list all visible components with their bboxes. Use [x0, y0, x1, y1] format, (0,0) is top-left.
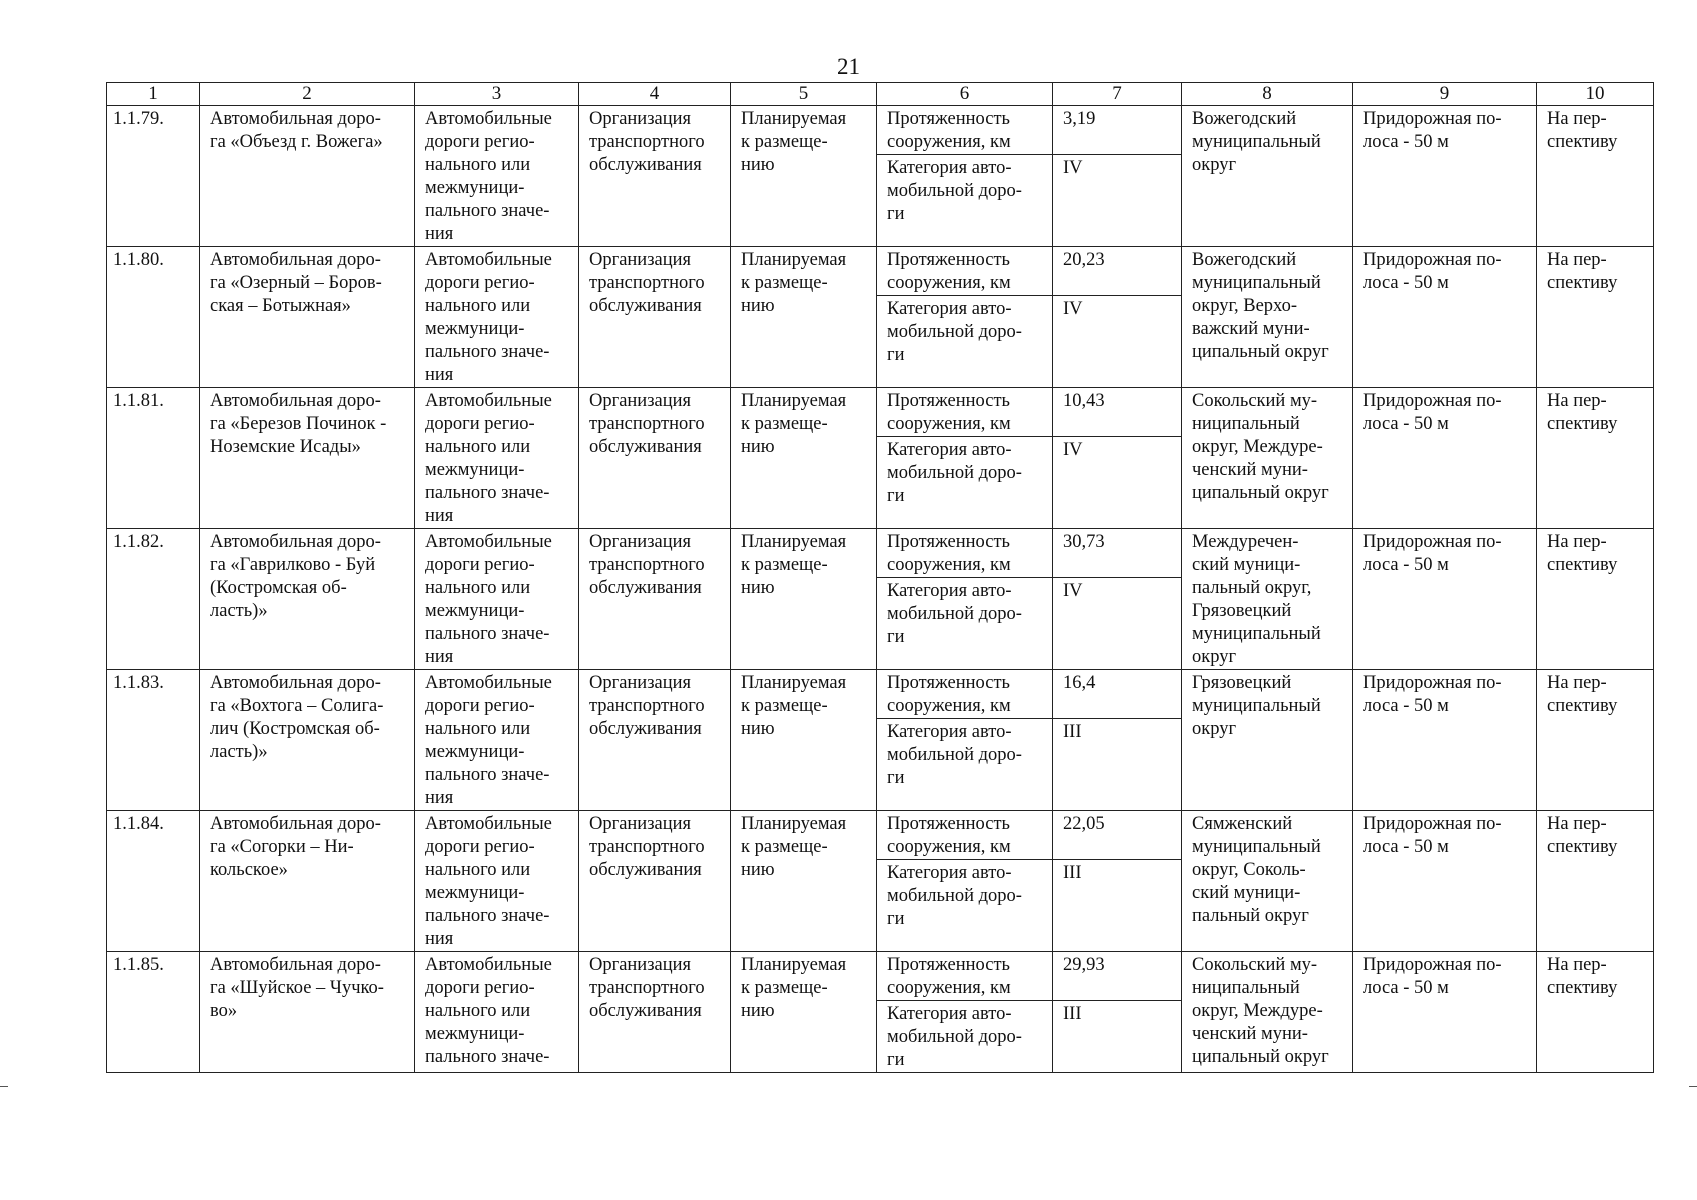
stage-cell — [1537, 106, 1654, 247]
row-number-cell — [107, 247, 200, 388]
zone-cell — [1353, 670, 1537, 811]
status-cell-text: Планируемая к размеще- нию — [741, 814, 847, 880]
object-name-cell — [200, 529, 415, 670]
stage-cell-text: На пер- спективу — [1547, 673, 1618, 716]
purpose-cell — [579, 388, 731, 529]
zone-cell-text: Придорожная по- лоса - 50 м — [1363, 532, 1502, 575]
characteristic-value-cell — [1053, 578, 1182, 670]
location-cell-text: Сокольский му- ниципальный округ, Междуре- ченский муни- ципальный округ — [1192, 391, 1329, 503]
purpose-cell-text: Организация транспортного обслуживания — [589, 673, 705, 739]
object-type-cell — [415, 529, 579, 670]
location-cell — [1182, 247, 1353, 388]
stage-cell — [1537, 670, 1654, 811]
characteristic-value-cell-text: III — [1063, 1004, 1082, 1024]
row-number-cell — [107, 106, 200, 247]
status-cell — [731, 811, 877, 952]
status-cell — [731, 952, 877, 1073]
column-header: 2 — [200, 83, 415, 106]
characteristic-value-cell — [1053, 437, 1182, 529]
zone-cell — [1353, 247, 1537, 388]
row-number-cell-text: 1.1.83. — [113, 673, 164, 693]
object-name-cell — [200, 952, 415, 1073]
table-row — [107, 529, 1654, 578]
characteristic-label-cell-text: Категория авто- мобильной доро- ги — [887, 581, 1022, 647]
margin-mark — [1689, 1086, 1697, 1087]
stage-cell-text: На пер- спективу — [1547, 955, 1618, 998]
characteristic-label-cell-text: Протяженность сооружения, км — [887, 955, 1011, 998]
purpose-cell-text: Организация транспортного обслуживания — [589, 955, 705, 1021]
location-cell — [1182, 106, 1353, 247]
roads-registry-table — [106, 82, 1654, 1073]
zone-cell — [1353, 388, 1537, 529]
object-name-cell-text: Автомобильная доро- га «Березов Починок - Ноземские Исады» — [210, 391, 387, 457]
characteristic-label-cell — [877, 719, 1053, 811]
purpose-cell — [579, 811, 731, 952]
characteristic-label-cell — [877, 296, 1053, 388]
zone-cell — [1353, 106, 1537, 247]
location-cell — [1182, 670, 1353, 811]
characteristic-value-cell — [1053, 860, 1182, 952]
location-cell-text: Сокольский му- ниципальный округ, Междуре- ченский муни- ципальный округ — [1192, 955, 1329, 1067]
characteristic-value-cell-text: IV — [1063, 158, 1083, 178]
purpose-cell — [579, 247, 731, 388]
location-cell — [1182, 952, 1353, 1073]
object-name-cell — [200, 388, 415, 529]
characteristic-value-cell-text: 20,23 — [1063, 250, 1105, 270]
object-name-cell-text: Автомобильная доро- га «Объезд г. Вожега» — [210, 109, 383, 152]
row-number-cell — [107, 670, 200, 811]
characteristic-value-cell — [1053, 1001, 1182, 1073]
status-cell — [731, 247, 877, 388]
row-number-cell — [107, 529, 200, 670]
row-number-cell — [107, 388, 200, 529]
zone-cell — [1353, 952, 1537, 1073]
characteristic-label-cell — [877, 578, 1053, 670]
row-number-cell — [107, 952, 200, 1073]
stage-cell — [1537, 247, 1654, 388]
object-name-cell-text: Автомобильная доро- га «Гаврилково - Буй (Костромская об- ласть)» — [210, 532, 381, 621]
zone-cell-text: Придорожная по- лоса - 50 м — [1363, 391, 1502, 434]
characteristic-label-cell — [877, 155, 1053, 247]
purpose-cell — [579, 952, 731, 1073]
purpose-cell — [579, 670, 731, 811]
characteristic-value-cell — [1053, 155, 1182, 247]
characteristic-value-cell-text: IV — [1063, 440, 1083, 460]
stage-cell-text: На пер- спективу — [1547, 391, 1618, 434]
location-cell-text: Грязовецкий муниципальный округ — [1192, 673, 1321, 739]
object-name-cell-text: Автомобильная доро- га «Согорки – Ни- кольское» — [210, 814, 381, 880]
purpose-cell-text: Организация транспортного обслуживания — [589, 109, 705, 175]
object-type-cell-text: Автомобильные дороги регио- нального или межмуници- пального значе- ния — [425, 391, 552, 526]
object-type-cell-text: Автомобильные дороги регио- нального или межмуници- пального значе- ния — [425, 673, 552, 808]
location-cell — [1182, 529, 1353, 670]
column-header: 1 — [107, 83, 200, 106]
characteristic-value-cell-text: IV — [1063, 299, 1083, 319]
object-name-cell — [200, 106, 415, 247]
characteristic-value-cell — [1053, 296, 1182, 388]
characteristic-label-cell-text: Протяженность сооружения, км — [887, 814, 1011, 857]
characteristic-label-cell — [877, 247, 1053, 296]
characteristic-value-cell-text: 3,19 — [1063, 109, 1096, 129]
purpose-cell-text: Организация транспортного обслуживания — [589, 391, 705, 457]
table-row — [107, 247, 1654, 296]
table-body — [107, 106, 1654, 1073]
status-cell — [731, 670, 877, 811]
location-cell-text: Междуречен- ский муници- пальный округ, Грязовецкий муниципальный округ — [1192, 532, 1321, 667]
row-number-cell-text: 1.1.79. — [113, 109, 164, 129]
location-cell — [1182, 811, 1353, 952]
object-name-cell — [200, 247, 415, 388]
characteristic-value-cell-text: IV — [1063, 581, 1083, 601]
characteristic-value-cell — [1053, 811, 1182, 860]
row-number-cell-text: 1.1.82. — [113, 532, 164, 552]
characteristic-label-cell-text: Категория авто- мобильной доро- ги — [887, 158, 1022, 224]
status-cell-text: Планируемая к размеще- нию — [741, 532, 847, 598]
purpose-cell — [579, 106, 731, 247]
characteristic-value-cell — [1053, 952, 1182, 1001]
margin-mark — [0, 1086, 8, 1087]
zone-cell-text: Придорожная по- лоса - 50 м — [1363, 673, 1502, 716]
characteristic-value-cell — [1053, 388, 1182, 437]
characteristic-label-cell-text: Протяженность сооружения, км — [887, 673, 1011, 716]
characteristic-label-cell — [877, 1001, 1053, 1073]
table-row — [107, 670, 1654, 719]
stage-cell-text: На пер- спективу — [1547, 250, 1618, 293]
object-type-cell-text: Автомобильные дороги регио- нального или межмуници- пального значе- ния — [425, 532, 552, 667]
zone-cell-text: Придорожная по- лоса - 50 м — [1363, 109, 1502, 152]
object-type-cell-text: Автомобильные дороги регио- нального или межмуници- пального значе- — [425, 955, 552, 1067]
characteristic-label-cell — [877, 106, 1053, 155]
status-cell-text: Планируемая к размеще- нию — [741, 391, 847, 457]
characteristic-label-cell — [877, 388, 1053, 437]
purpose-cell-text: Организация транспортного обслуживания — [589, 814, 705, 880]
object-type-cell — [415, 952, 579, 1073]
zone-cell — [1353, 529, 1537, 670]
row-number-cell-text: 1.1.84. — [113, 814, 164, 834]
zone-cell — [1353, 811, 1537, 952]
characteristic-label-cell-text: Протяженность сооружения, км — [887, 109, 1011, 152]
status-cell — [731, 106, 877, 247]
object-type-cell-text: Автомобильные дороги регио- нального или межмуници- пального значе- ния — [425, 109, 552, 244]
column-header: 4 — [579, 83, 731, 106]
object-name-cell-text: Автомобильная доро- га «Вохтога – Солига- лич (Костромская об- ласть)» — [210, 673, 384, 762]
status-cell-text: Планируемая к размеще- нию — [741, 955, 847, 1021]
characteristic-value-cell-text: 16,4 — [1063, 673, 1096, 693]
object-type-cell-text: Автомобильные дороги регио- нального или межмуници- пального значе- ния — [425, 814, 552, 949]
location-cell-text: Вожегодский муниципальный округ — [1192, 109, 1321, 175]
characteristic-label-cell-text: Протяженность сооружения, км — [887, 250, 1011, 293]
location-cell-text: Сямженский муниципальный округ, Соколь- ский муници- пальный округ — [1192, 814, 1321, 926]
object-name-cell — [200, 670, 415, 811]
stage-cell — [1537, 811, 1654, 952]
status-cell-text: Планируемая к размеще- нию — [741, 673, 847, 739]
characteristic-value-cell — [1053, 529, 1182, 578]
row-number-cell — [107, 811, 200, 952]
characteristic-label-cell-text: Категория авто- мобильной доро- ги — [887, 863, 1022, 929]
object-type-cell — [415, 247, 579, 388]
characteristic-label-cell — [877, 437, 1053, 529]
location-cell — [1182, 388, 1353, 529]
characteristic-label-cell-text: Протяженность сооружения, км — [887, 532, 1011, 575]
characteristic-value-cell-text: 10,43 — [1063, 391, 1105, 411]
column-number-row — [107, 83, 1654, 106]
object-type-cell-text: Автомобильные дороги регио- нального или межмуници- пального значе- ния — [425, 250, 552, 385]
table-row — [107, 106, 1654, 155]
object-name-cell — [200, 811, 415, 952]
purpose-cell-text: Организация транспортного обслуживания — [589, 250, 705, 316]
column-header: 9 — [1353, 83, 1537, 106]
column-header: 10 — [1537, 83, 1654, 106]
status-cell — [731, 529, 877, 670]
stage-cell-text: На пер- спективу — [1547, 532, 1618, 575]
row-number-cell-text: 1.1.81. — [113, 391, 164, 411]
table-row — [107, 952, 1654, 1001]
object-type-cell — [415, 388, 579, 529]
row-number-cell-text: 1.1.85. — [113, 955, 164, 975]
stage-cell — [1537, 388, 1654, 529]
status-cell-text: Планируемая к размеще- нию — [741, 109, 847, 175]
object-type-cell — [415, 811, 579, 952]
stage-cell — [1537, 529, 1654, 670]
purpose-cell-text: Организация транспортного обслуживания — [589, 532, 705, 598]
object-name-cell-text: Автомобильная доро- га «Озерный – Боров- ская – Ботыжная» — [210, 250, 382, 316]
characteristic-label-cell — [877, 860, 1053, 952]
stage-cell — [1537, 952, 1654, 1073]
zone-cell-text: Придорожная по- лоса - 50 м — [1363, 814, 1502, 857]
column-header: 8 — [1182, 83, 1353, 106]
characteristic-value-cell — [1053, 670, 1182, 719]
characteristic-value-cell — [1053, 106, 1182, 155]
characteristic-value-cell-text: 29,93 — [1063, 955, 1105, 975]
characteristic-label-cell-text: Категория авто- мобильной доро- ги — [887, 1004, 1022, 1070]
stage-cell-text: На пер- спективу — [1547, 109, 1618, 152]
characteristic-label-cell-text: Категория авто- мобильной доро- ги — [887, 722, 1022, 788]
purpose-cell — [579, 529, 731, 670]
characteristic-label-cell-text: Категория авто- мобильной доро- ги — [887, 299, 1022, 365]
status-cell — [731, 388, 877, 529]
column-header: 7 — [1053, 83, 1182, 106]
characteristic-value-cell-text: 30,73 — [1063, 532, 1105, 552]
characteristic-value-cell-text: III — [1063, 863, 1082, 883]
page-number: 21 — [837, 54, 860, 79]
column-header: 3 — [415, 83, 579, 106]
column-header: 6 — [877, 83, 1053, 106]
object-type-cell — [415, 670, 579, 811]
status-cell-text: Планируемая к размеще- нию — [741, 250, 847, 316]
zone-cell-text: Придорожная по- лоса - 50 м — [1363, 250, 1502, 293]
characteristic-value-cell — [1053, 719, 1182, 811]
characteristic-value-cell — [1053, 247, 1182, 296]
characteristic-label-cell-text: Категория авто- мобильной доро- ги — [887, 440, 1022, 506]
characteristic-value-cell-text: 22,05 — [1063, 814, 1105, 834]
characteristic-label-cell — [877, 670, 1053, 719]
location-cell-text: Вожегодский муниципальный округ, Верхо- важский муни- ципальный округ — [1192, 250, 1329, 362]
object-name-cell-text: Автомобильная доро- га «Шуйское – Чучко- во» — [210, 955, 384, 1021]
characteristic-label-cell — [877, 952, 1053, 1001]
stage-cell-text: На пер- спективу — [1547, 814, 1618, 857]
characteristic-value-cell-text: III — [1063, 722, 1082, 742]
column-header: 5 — [731, 83, 877, 106]
zone-cell-text: Придорожная по- лоса - 50 м — [1363, 955, 1502, 998]
table-row — [107, 811, 1654, 860]
characteristic-label-cell — [877, 811, 1053, 860]
characteristic-label-cell — [877, 529, 1053, 578]
characteristic-label-cell-text: Протяженность сооружения, км — [887, 391, 1011, 434]
table-row — [107, 388, 1654, 437]
object-type-cell — [415, 106, 579, 247]
row-number-cell-text: 1.1.80. — [113, 250, 164, 270]
